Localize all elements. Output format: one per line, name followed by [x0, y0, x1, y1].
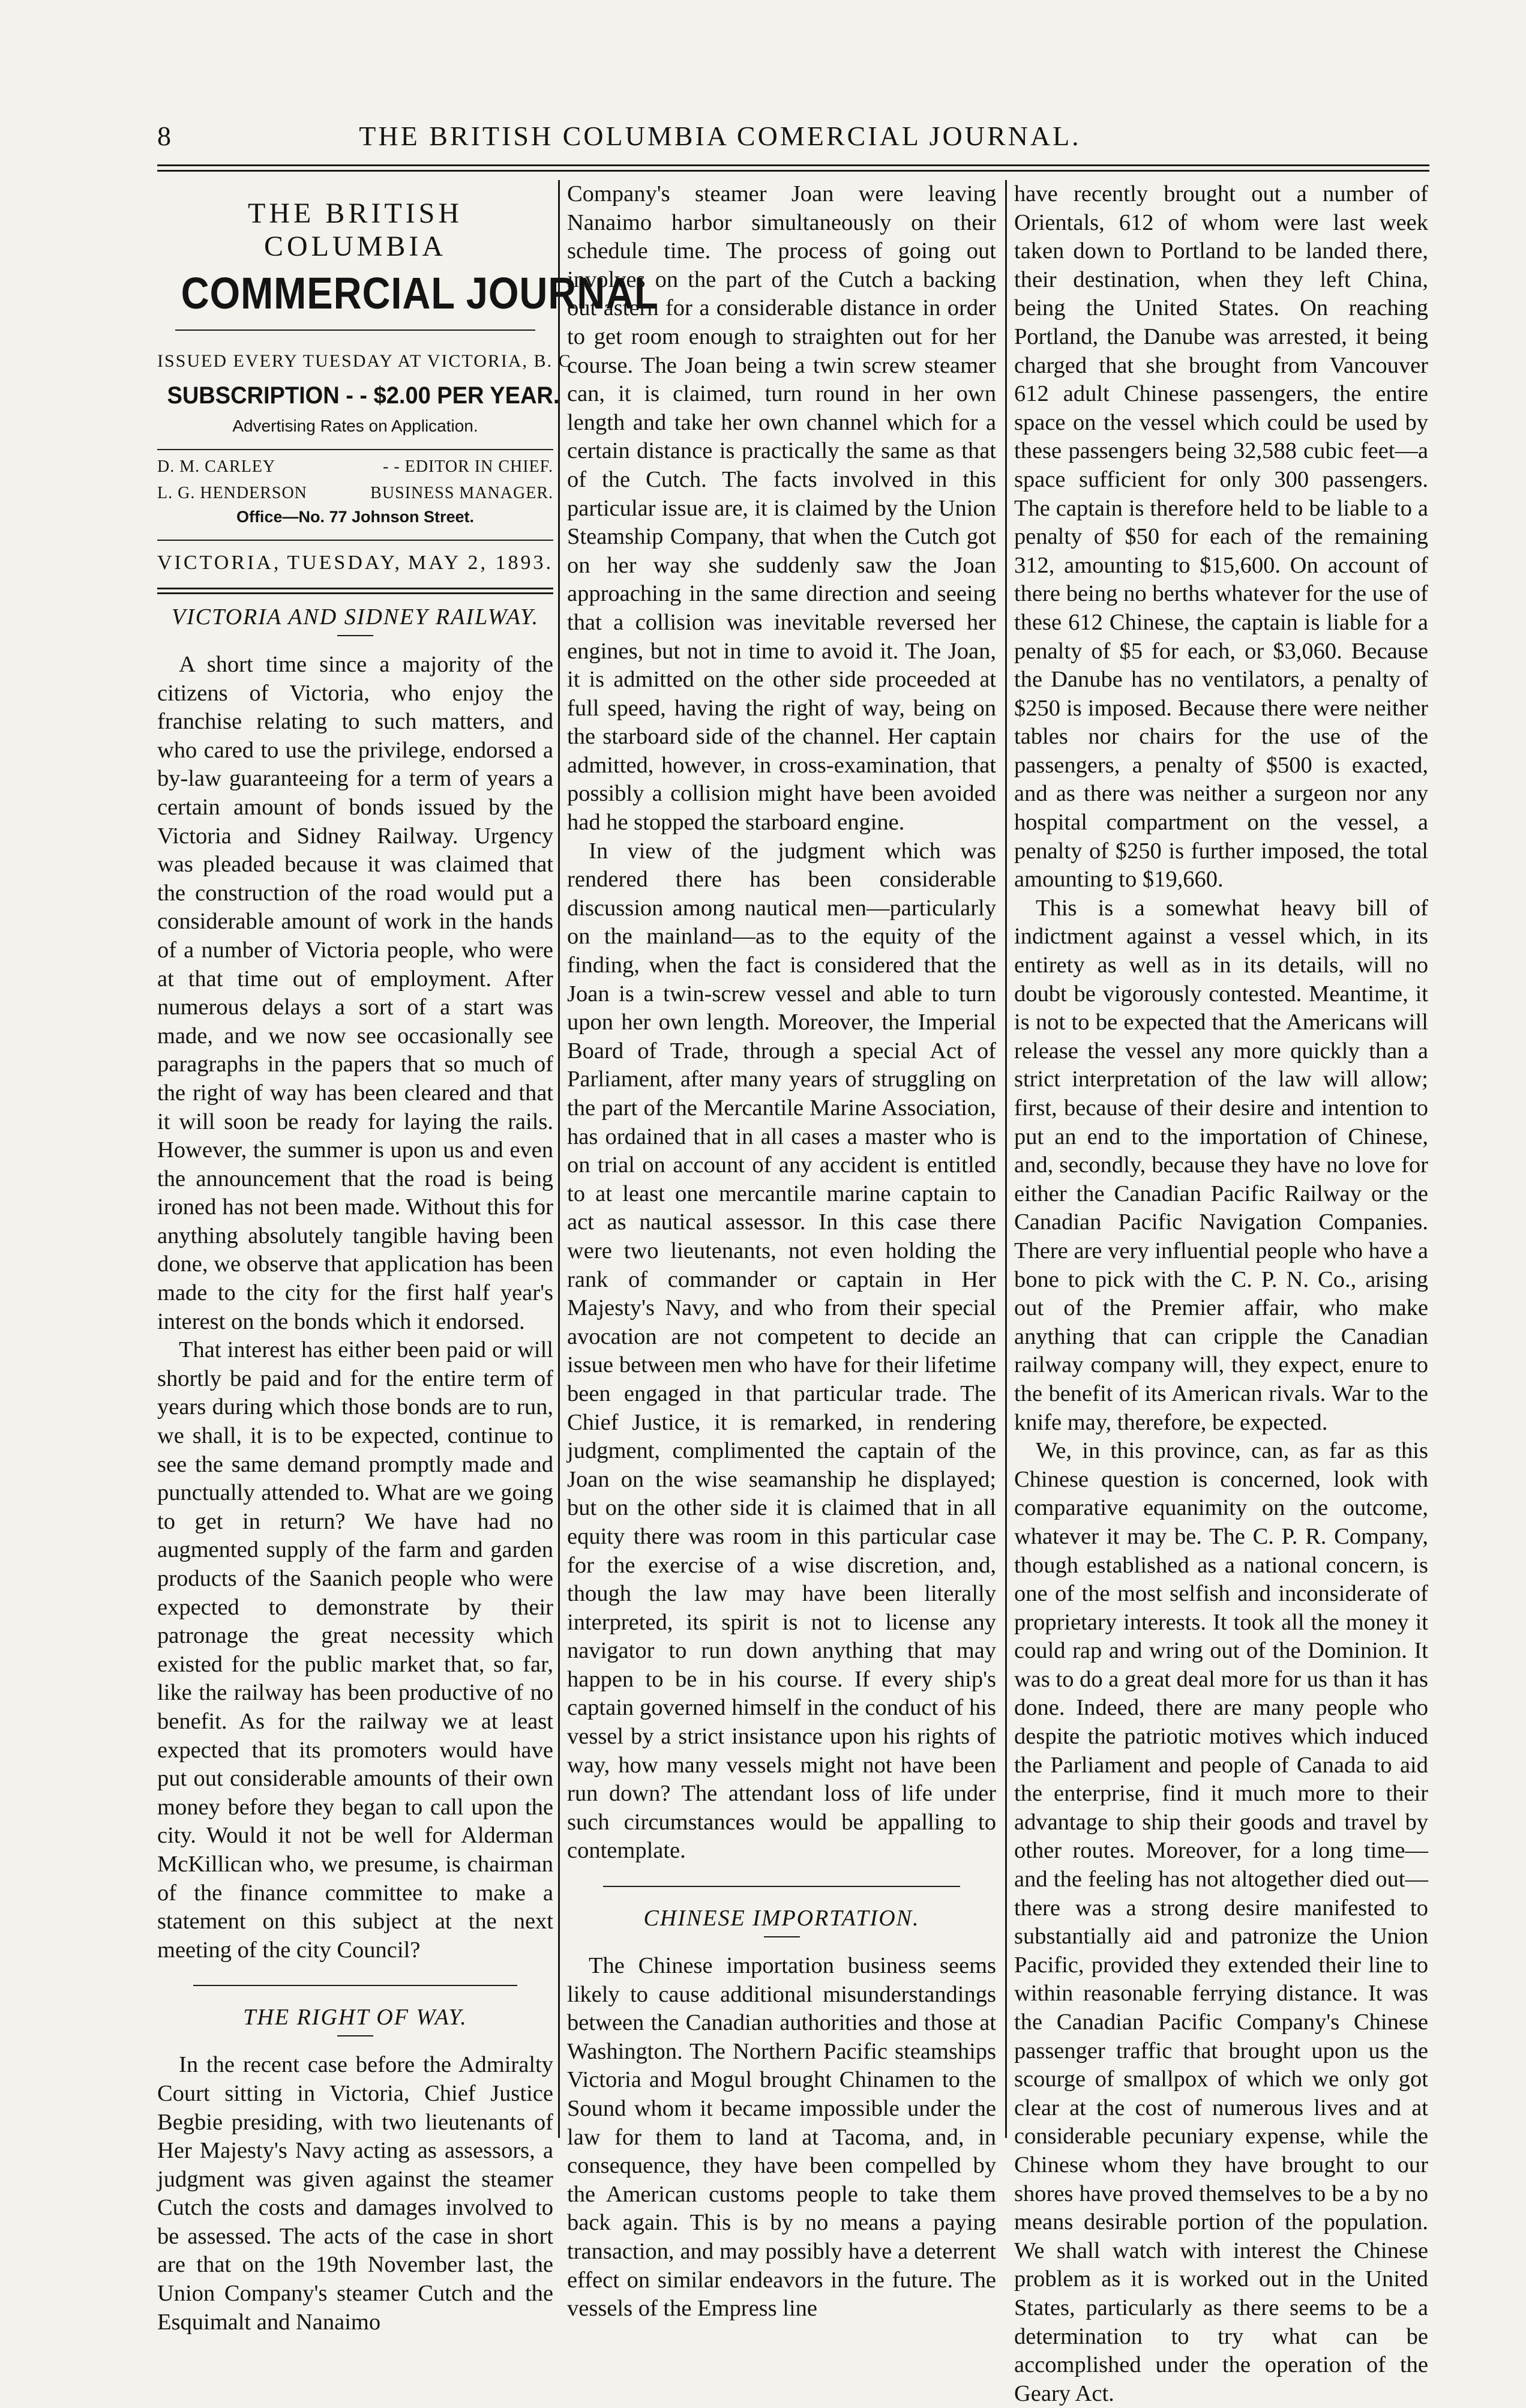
- headline-dash: [337, 2035, 373, 2036]
- headline-right-of-way: THE RIGHT OF WAY.: [243, 2005, 467, 2030]
- article-paragraph: In view of the judgment which was rendered there has been considerable discussion among nautical men—particularly on the mainland—as to the equity of the finding, when the fact is considered that the Joan is a twin-screw vessel and able to turn upon her own length. Moreover, the Imperial Board of Trade, through a special Act of Parliament, after many years of struggling on the part of the Mercantile Marine Association, has ordained that in all cases a master who is on trial on account of any accident is entitled to at least one mercantile marine captain to act as nautical assessor. In this case there were two lieutenants, not even holding the rank of commander or captain in Her Majesty's Navy, and who from their special avocation are not competent to decide an issue between men who have for their lifetime been engaged in that particular trade. The Chief Justice, it is remarked, in rendering judgment, complimented the captain of the Joan on the wise seamanship he displayed; but on the other side it is claimed that in all equity there was room in this particular case for the exercise of a wise discretion, and, though the law may have been literally interpreted, its spirit is not to license any navigator to run down anything that may happen to be in his course. If every ship's captain governed himself in the conduct of his vessel by a strict insistance upon his rights of way, how many vessels might not have been run down? The attendant loss of life under such circumstances would be appalling to contemplate.: [567, 838, 996, 1864]
- editor-role: - - EDITOR IN CHIEF.: [383, 457, 553, 476]
- masthead-rule: [175, 330, 535, 331]
- column-3: [1014, 180, 1428, 2406]
- header-rule: [157, 164, 1429, 166]
- subscription-price: SUBSCRIPTION - - $2.00 PER YEAR.: [167, 382, 560, 409]
- article-paragraph: Company's steamer Joan were leaving Nanaimo harbor simultaneously on their schedule time. The process of going out involves on the part of the Cutch a backing out astern for a considerable distance in order to get room enough to straighten out for her course. The Joan being a twin screw steamer can, it is claimed, turn round in her own length and take her own channel which for a certain distance is practically the same as that of the Cutch. The facts involved in this particular issue are, it is claimed by the Union Steamship Company, that when the Cutch got on her way she suddenly saw the Joan approaching in the same direction and seeing that a collision was inevitable reversed her engines, but not in time to avoid it. The Joan, it is admitted on the other side proceeded at full speed, having the right of way, being on the starboard side of the channel. Her captain admitted, however, in cross-examination, that possibly a collision might have been avoided had he stopped the starboard engine.: [567, 181, 996, 835]
- headline-dash: [337, 635, 373, 636]
- dateline-place: VICTORIA,: [157, 552, 281, 574]
- article-paragraph: The Chinese importation business seems likely to cause additional misunderstandings between the Canadian authorities and those at Washington. The Northern Pacific steamships Victoria and Mogul brought Chinamen to the Sound whom it became impossible under the law for them to land at Tacoma, and, in consequence, they have been compelled by the American customs people to take them back again. This is by no means a paying transaction, and may possibly have a deterrent effect on similar endeavors in the future. The vessels of the Empress line: [567, 1953, 996, 2322]
- manager-name: L. G. HENDERSON: [157, 484, 307, 502]
- headline-railway: VICTORIA AND SIDNEY RAILWAY.: [171, 604, 539, 630]
- advertising-rates: Advertising Rates on Application.: [232, 417, 478, 435]
- running-title: THE BRITISH COLUMBIA COMERCIAL JOURNAL.: [359, 121, 1081, 151]
- article-paragraph: A short time since a majority of the citizens of Victoria, who enjoy the franchise relating to such matters, and who cared to use the privilege, endorsed a by-law guaranteeing for a term of years a certain amount of bonds issued by the Victoria and Sidney Railway. Urgency was pleaded because it was claimed that the construction of the road would put a considerable amount of work in the hands of a number of Victoria people, who were at that time out of employment. After numerous delays a sort of a start was made, and we now see occasionally see paragraphs in the papers that so much of the right of way has been cleared and that it will soon be ready for laying the rails. However, the summer is upon us and even the announcement that the road is being ironed has not been made. Without this for anything absolutely tangible having been done, we observe that application has been made to the city for the first half year's interest on the bonds which it endorsed.: [157, 652, 553, 1334]
- issue-schedule: ISSUED EVERY TUESDAY AT VICTORIA, B. C: [157, 351, 572, 371]
- double-rule: [157, 588, 553, 594]
- masthead: [157, 197, 659, 594]
- office-address: Office—No. 77 Johnson Street.: [236, 508, 475, 526]
- column-1: [157, 180, 659, 2335]
- headline-chinese-importation: CHINESE IMPORTATION.: [643, 1906, 920, 1931]
- article-paragraph: This is a somewhat heavy bill of indictment against a vessel which, in its entirety as well as in its details, will no doubt be vigorously contested. Meantime, it is not to be expected that the Americans will release the vessel any more quickly than a strict interpretation of the law will allow; first, because of their desire and intention to put an end to the importation of Chinese, and, secondly, because they have no love for either the Canadian Pacific Railway or the Canadian Pacific Navigation Companies. There are very influential people who have a bone to pick with the C. P. N. Co., arising out of the Premier affair, who make anything that can cripple the Canadian railway company will, they expect, enure to the benefit of its American rivals. War to the knife may, therefore, be expected.: [1014, 895, 1428, 1435]
- article-paragraph: We, in this province, can, as far as this Chinese question is concerned, look with comparative equanimity on the outcome, whatever it may be. The C. P. R. Company, though established as a national concern, is one of the most selfish and inconsiderate of proprietary interests. It took all the money it could rap and wring out of the Dominion. It was to do a great deal more for us than it has done. Indeed, there are many people who despite the patriotic motives which induced the Parliament and people of Canada to aid the enterprise, find it much more to their advantage to ship their goods and travel by other routes. Moreover, for a long time—and the feeling has not altogether died out—there was a strong desire manifested to substantially aid and patronize the Union Pacific, provided they extended their line to within reasonable ferrying distance. It was the Canadian Pacific Company's Chinese passenger traffic that brought upon us the scourge of smallpox of which we only got clear at the cost of numerous lives and at considerable pecuniary expense, while the Chinese whom they have brought to our shores have proved themselves to be a by no means desirable portion of the population. We shall watch with interest the Chinese problem as it is worked out in the United States, particularly as there seems to be a determination to try what can be accomplished under the operation of the Geary Act.: [1014, 1438, 1428, 2406]
- header-rule: [157, 170, 1429, 172]
- dateline-day: TUESDAY,: [287, 552, 403, 574]
- masthead-rule: [157, 449, 553, 450]
- dateline: [157, 552, 553, 574]
- masthead-title-line1: THE BRITISH COLUMBIA: [248, 197, 463, 262]
- article-paragraph: have recently brought out a number of Orientals, 612 of whom were last week taken down to Portland to be landed there, their destination, when they left China, being the United States. On reaching Portland, the Danube was arrested, it being charged that she brought from Vancouver 612 adult Chinese passengers, the entire space on the vessel which could be used by these passengers being 32,588 cubic feet—a space sufficient for only 300 passengers. The captain is therefore held to be liable to a penalty of $50 for each of the remaining 312, amounting to $15,600. On account of there being no berths whatever for the use of these 612 Chinese, the captain is liable for a penalty of $5 for each, or $3,060. Because the Danube has no ventilators, a penalty of $250 is imposed. Because there were neither tables nor chairs for the use of the passengers, a penalty of $500 is exacted, and as there was neither a surgeon nor any hospital compartment on the vessel, a penalty of $250 is further imposed, the total amounting to $19,660.: [1014, 181, 1428, 892]
- article-separator: [193, 1985, 517, 1986]
- editor-name: D. M. CARLEY: [157, 457, 276, 476]
- article-paragraph: In the recent case before the Admiralty Court sitting in Victoria, Chief Justice Begbie presiding, with two lieutenants of Her Majesty's Navy acting as assessors, a judgment was given against the steamer Cutch the costs and damages involved to be assessed. The acts of the case in short are that on the 19th November last, the Union Company's steamer Cutch and the Esquimalt and Nanaimo: [157, 2052, 553, 2335]
- manager-role: BUSINESS MANAGER.: [370, 484, 553, 502]
- column-rule: [558, 180, 560, 2138]
- editor-line: [157, 457, 553, 477]
- article-separator: [603, 1886, 960, 1887]
- manager-line: [157, 484, 553, 503]
- article-paragraph: That interest has either been paid or will shortly be paid and for the entire term of years during which those bonds are to run, we shall, it is to be expected, continue to see the same demand promptly made and punctually attended to. What are we going to get in return? We have had no augmented supply of the farm and garden products of the Saanich people who were expected to demonstrate by their patronage the great necessity which existed for the public market that, so far, like the railway has been productive of no benefit. As for the railway we at least expected that its promoters would have put out considerable amounts of their own money before they began to call upon the city. Would it not be well for Alderman McKillican who, we presume, is chairman of the finance committee to make a statement on this subject at the next meeting of the city Council?: [157, 1337, 553, 1963]
- column-2: [567, 180, 996, 2322]
- page-header: [0, 0, 1526, 174]
- headline-dash: [764, 1936, 800, 1937]
- masthead-title-line2: COMMERCIAL JOURNAL: [181, 268, 659, 318]
- masthead-rule: [157, 540, 553, 541]
- dateline-date: MAY 2, 1893.: [408, 552, 553, 574]
- page-number: 8: [157, 121, 171, 151]
- column-rule: [1005, 180, 1007, 2138]
